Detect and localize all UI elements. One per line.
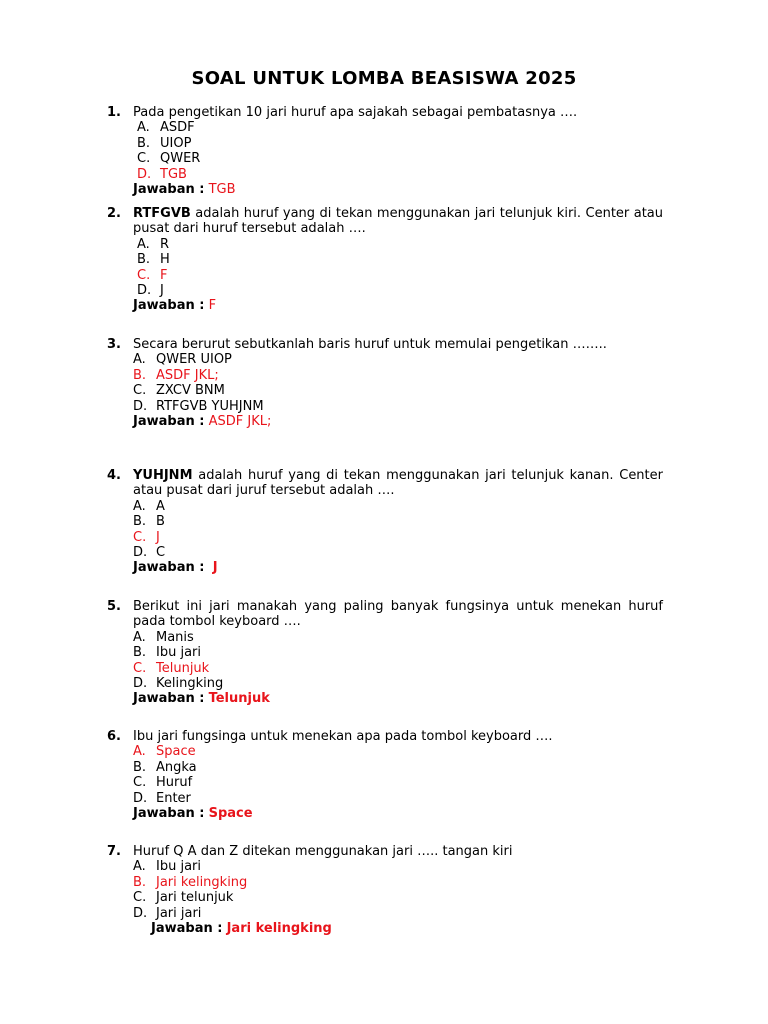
option-letter: A. xyxy=(137,120,150,136)
option-a xyxy=(133,352,663,367)
option-text: B xyxy=(156,514,165,530)
question-text-rest: adalah huruf yang di tekan menggunakan jari telunjuk kanan. Center atau pusat dari juruf tersebut adalah …. xyxy=(133,468,663,499)
option-text: ASDF JKL; xyxy=(156,367,219,383)
option-text: Jari kelingking xyxy=(156,874,248,890)
option-text: F xyxy=(160,267,168,283)
option-letter: D. xyxy=(137,166,152,182)
option-text: Manis xyxy=(156,629,194,645)
option-text: Jari telunjuk xyxy=(156,890,234,906)
option-text: Jari jari xyxy=(156,905,202,921)
option-text: Ibu jari xyxy=(156,859,201,875)
option-text: QWER UIOP xyxy=(156,352,232,368)
option-c xyxy=(133,383,663,398)
question-number: 1. xyxy=(107,105,121,120)
option-letter: B. xyxy=(133,514,147,530)
question-text-rest: adalah huruf yang di tekan menggunakan jari telunjuk kiri. Center atau pusat dari huruf tersebut adalah …. xyxy=(133,206,663,237)
answer-value: TGB xyxy=(208,182,236,198)
option-text: Kelingking xyxy=(156,676,224,692)
option-text: Angka xyxy=(156,759,197,775)
option-b-correct xyxy=(133,875,663,890)
option-b xyxy=(137,136,663,151)
option-text: QWER xyxy=(160,151,201,167)
option-a xyxy=(133,859,663,874)
question-text: Secara berurut sebutkanlah baris huruf untuk memulai pengetikan …….. xyxy=(133,337,607,352)
option-letter: D. xyxy=(133,790,148,806)
option-letter: B. xyxy=(137,135,151,151)
option-letter: D. xyxy=(137,283,152,299)
option-letter: A. xyxy=(133,498,146,514)
option-text: J xyxy=(156,529,160,545)
option-a-correct xyxy=(133,744,663,759)
option-a xyxy=(137,237,663,252)
question-number: 3. xyxy=(107,337,121,352)
answer-line xyxy=(133,691,663,706)
option-d xyxy=(137,283,663,298)
option-text: C xyxy=(156,545,166,561)
option-text: RTFGVB YUHJNM xyxy=(156,398,264,414)
answer-line xyxy=(133,560,663,575)
answer-line xyxy=(133,298,663,313)
answer-value: Space xyxy=(208,806,253,822)
option-text: R xyxy=(160,236,170,252)
question-7 xyxy=(107,844,663,936)
option-text: Huruf xyxy=(156,775,193,791)
question-number: 4. xyxy=(107,468,121,483)
option-letter: A. xyxy=(133,859,146,875)
option-c xyxy=(137,151,663,166)
option-letter: C. xyxy=(133,775,147,791)
option-letter: A. xyxy=(133,629,146,645)
question-text: Berikut ini jari manakah yang paling banyak fungsinya untuk menekan huruf pada tombol keyboard …. xyxy=(133,599,663,630)
question-number: 5. xyxy=(107,599,121,614)
answer-line xyxy=(133,806,663,821)
option-text: Enter xyxy=(156,790,191,806)
answer-label: Jawaban : xyxy=(133,298,205,314)
option-c xyxy=(133,890,663,905)
option-text: ZXCV BNM xyxy=(156,383,225,399)
question-4 xyxy=(107,468,663,576)
option-d xyxy=(133,399,663,414)
answer-line xyxy=(133,182,663,197)
page-title: SOAL UNTUK LOMBA BEASISWA 2025 xyxy=(191,68,577,89)
option-b xyxy=(133,645,663,660)
answer-label: Jawaban : xyxy=(133,691,205,707)
question-number: 6. xyxy=(107,729,121,744)
question-keyword: RTFGVB xyxy=(133,206,191,221)
option-letter: A. xyxy=(137,236,150,252)
answer-value: J xyxy=(212,560,218,576)
option-text: Space xyxy=(156,744,196,760)
option-c xyxy=(133,775,663,790)
question-3 xyxy=(107,337,663,429)
option-text: TGB xyxy=(160,166,187,182)
option-b xyxy=(137,252,663,267)
option-letter: C. xyxy=(133,890,147,906)
question-6 xyxy=(107,729,663,821)
option-d xyxy=(133,545,663,560)
option-c-correct xyxy=(133,530,663,545)
answer-label: Jawaban : xyxy=(133,182,205,198)
question-text: Pada pengetikan 10 jari huruf apa sajakah sebagai pembatasnya …. xyxy=(133,105,578,120)
answer-value: Jari kelingking xyxy=(226,921,332,937)
question-text xyxy=(133,206,663,237)
option-text: ASDF xyxy=(160,120,195,136)
question-number: 7. xyxy=(107,844,121,859)
option-d xyxy=(133,676,663,691)
option-text: UIOP xyxy=(160,135,192,151)
question-2 xyxy=(107,206,663,314)
option-letter: B. xyxy=(133,874,147,890)
answer-label: Jawaban : xyxy=(133,806,205,822)
option-letter: A. xyxy=(133,352,146,368)
option-a xyxy=(137,120,663,135)
option-letter: B. xyxy=(137,252,151,268)
answer-line xyxy=(133,414,663,429)
option-a xyxy=(133,499,663,514)
question-keyword: YUHJNM xyxy=(133,468,193,483)
option-text: Telunjuk xyxy=(156,660,210,676)
option-c-correct xyxy=(133,661,663,676)
question-1 xyxy=(107,105,663,197)
option-b xyxy=(133,514,663,529)
option-d xyxy=(133,906,663,921)
option-letter: D. xyxy=(133,545,148,561)
option-letter: A. xyxy=(133,744,146,760)
question-text: Huruf Q A dan Z ditekan menggunakan jari ….. tangan kiri xyxy=(133,844,513,859)
answer-value: F xyxy=(208,298,217,314)
answer-label: Jawaban : xyxy=(133,414,205,430)
answer-label: Jawaban : xyxy=(151,921,223,937)
answer-value: Telunjuk xyxy=(208,691,270,707)
option-letter: D. xyxy=(133,676,148,692)
option-letter: B. xyxy=(133,367,147,383)
question-number: 2. xyxy=(107,206,121,221)
option-letter: C. xyxy=(133,383,147,399)
question-text: Ibu jari fungsinga untuk menekan apa pada tombol keyboard …. xyxy=(133,729,553,744)
option-letter: C. xyxy=(133,660,147,676)
option-b-correct xyxy=(133,368,663,383)
option-letter: C. xyxy=(137,267,151,283)
option-text: J xyxy=(160,283,164,299)
option-text: Ibu jari xyxy=(156,645,201,661)
option-b xyxy=(133,760,663,775)
option-letter: D. xyxy=(133,905,148,921)
option-a xyxy=(133,630,663,645)
option-letter: B. xyxy=(133,759,147,775)
answer-line xyxy=(151,921,663,936)
option-letter: D. xyxy=(133,398,148,414)
option-text: A xyxy=(156,498,165,514)
option-letter: B. xyxy=(133,645,147,661)
option-text: H xyxy=(160,252,170,268)
option-letter: C. xyxy=(137,151,151,167)
option-c-correct xyxy=(137,268,663,283)
option-letter: C. xyxy=(133,529,147,545)
question-5 xyxy=(107,599,663,707)
option-d-correct xyxy=(137,167,663,182)
answer-value: ASDF JKL; xyxy=(208,414,272,430)
answer-label: Jawaban : xyxy=(133,560,205,576)
question-text xyxy=(133,468,663,499)
option-d xyxy=(133,791,663,806)
